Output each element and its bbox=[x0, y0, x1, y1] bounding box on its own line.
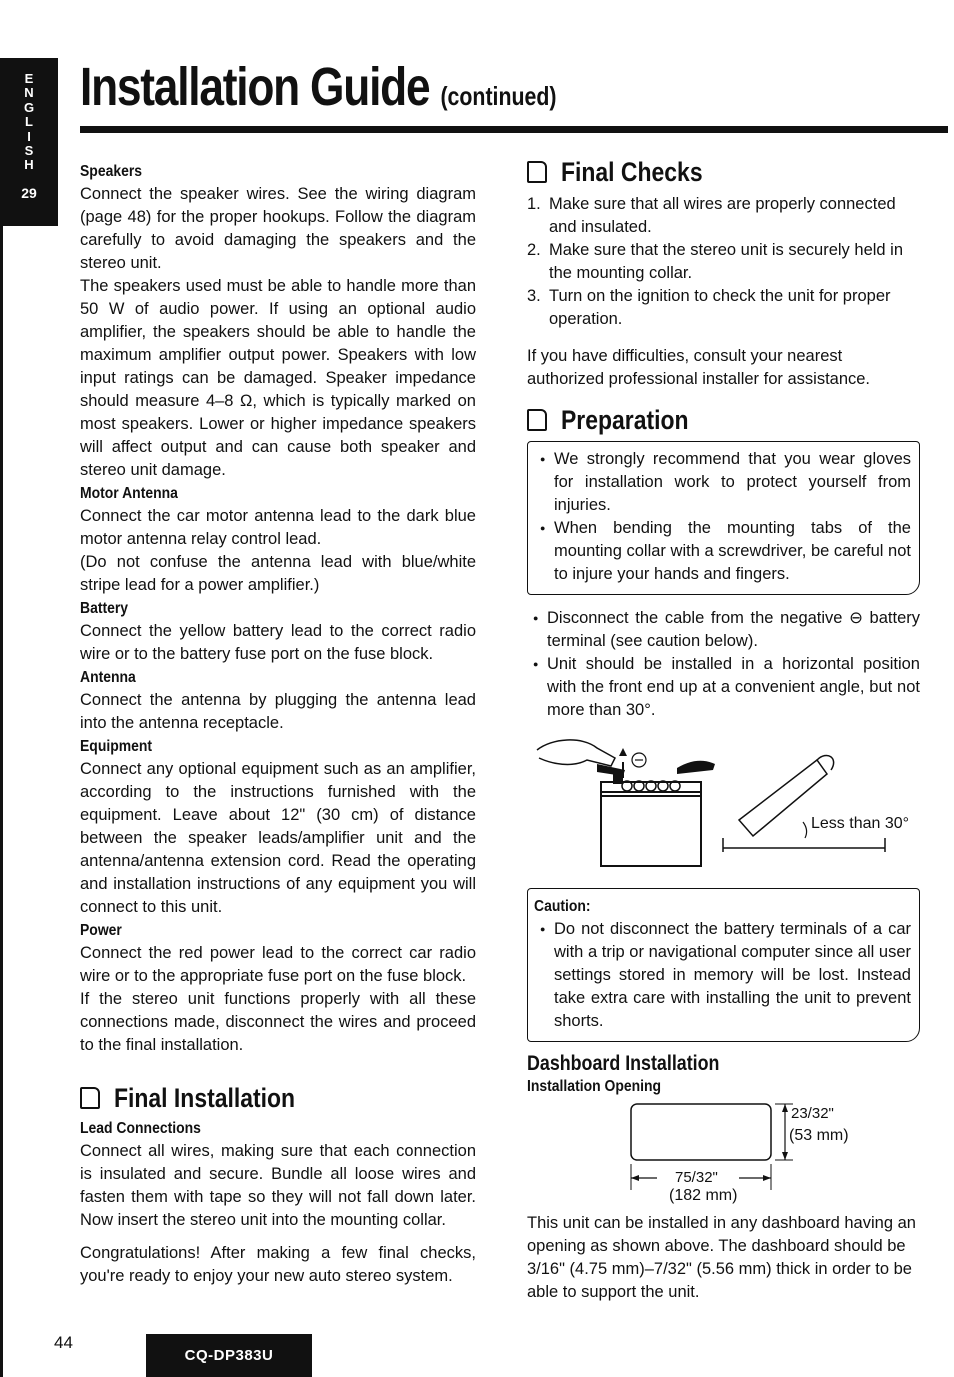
lead-connections-paragraph: Connect all wires, making sure that each connection is insulated and secure. Bundle all loose wires and fasten them with tape so they will not fall down later. Now insert the stereo unit into the mounting collar. bbox=[80, 1142, 476, 1229]
caution-box bbox=[527, 888, 920, 1042]
lead-connections-heading: Lead Connections bbox=[80, 1120, 201, 1137]
difficulties-paragraph: If you have difficulties, consult your nearest authorized professional installer for assistance. bbox=[527, 347, 871, 388]
installation-opening-heading: Installation Opening bbox=[527, 1078, 662, 1095]
battery-paragraph: Connect the yellow battery lead to the correct radio wire or to the battery fuse port on the fuse block. bbox=[80, 622, 476, 663]
checkbox-square-icon bbox=[527, 161, 547, 183]
tab-letter: E bbox=[24, 71, 34, 86]
tab-letter: I bbox=[27, 128, 31, 144]
final-checks-list bbox=[527, 193, 920, 331]
checkbox-square-icon bbox=[80, 1087, 100, 1109]
page-title-text: Installation Guide bbox=[80, 57, 430, 117]
list-item bbox=[527, 285, 920, 331]
preparation-list bbox=[527, 607, 920, 722]
header-rule bbox=[80, 126, 948, 133]
list-item-text: Make sure that the stereo unit is securely held in the mounting collar. bbox=[549, 241, 904, 282]
language-tab bbox=[0, 58, 58, 226]
page-number: 44 bbox=[54, 1333, 73, 1352]
tab-letter: S bbox=[24, 143, 34, 159]
antenna-heading: Antenna bbox=[80, 669, 136, 686]
preparation-warning-box bbox=[527, 441, 920, 595]
speakers-paragraph-1: Connect the speaker wires. See the wiring diagram (page 48) for the proper hookups. Follow the diagram carefully to avoid damaging the speakers and the stereo unit. bbox=[80, 185, 476, 272]
battery-angle-illustration bbox=[527, 730, 920, 880]
tab-letter: G bbox=[23, 99, 35, 115]
language-tab-page: 29 bbox=[21, 184, 37, 201]
opening-height-mm: (53 mm) bbox=[789, 1127, 849, 1144]
list-number: 1. bbox=[527, 195, 541, 213]
list-number: 3. bbox=[527, 287, 541, 305]
tab-letter: H bbox=[24, 157, 34, 173]
list-item: ● Unit should be installed in a horizontal position with the front end up at a convenient angle, but not more than 30°. bbox=[527, 653, 920, 722]
preparation-heading-text: Preparation bbox=[561, 405, 689, 435]
power-paragraph-2: If the stereo unit functions properly with all these connections made, disconnect the wires and proceed to the final installation. bbox=[80, 990, 476, 1054]
battery-heading: Battery bbox=[80, 600, 129, 617]
dashboard-paragraph: This unit can be installed in any dashboard having an opening as shown above. The dashboard should be 3/16" (4.75 mm)–7/32" (5.56 mm) thick in order to be able to support the unit. bbox=[527, 1214, 916, 1301]
antenna-paragraph: Connect the antenna by plugging the antenna lead into the antenna receptacle. bbox=[80, 691, 476, 732]
installation-opening-diagram bbox=[527, 1098, 920, 1202]
opening-height-fraction: 23/32" bbox=[791, 1105, 834, 1122]
motor-antenna-paragraph-1: Connect the car motor antenna lead to the dark blue motor antenna relay control lead. bbox=[80, 507, 476, 548]
list-item: ● Disconnect the cable from the negative ⊖ battery terminal (see caution below). bbox=[527, 607, 920, 653]
final-checks-heading-text: Final Checks bbox=[561, 157, 703, 187]
left-page-rule bbox=[0, 58, 3, 1377]
angle-label: Less than 30° bbox=[811, 815, 910, 832]
list-item bbox=[527, 193, 920, 239]
page-title-continued: (continued) bbox=[440, 81, 557, 111]
power-heading: Power bbox=[80, 922, 122, 939]
list-item: ● We strongly recommend that you wear gloves for installation work to protect yourself from injuries. bbox=[534, 448, 911, 517]
preparation-heading bbox=[527, 403, 920, 437]
tab-letter: N bbox=[24, 85, 34, 101]
language-tab-letters bbox=[0, 72, 58, 173]
speakers-paragraph-2: The speakers used must be able to handle more than 50 W of audio power. If using an optional audio amplifier, the speakers should be able to handle the maximum amplifier output power. Speakers with low input ratings can be damaged. Speaker impedance should measure 4–8 Ω, which is typically marked on most speakers. Lower or higher impedance speakers will affect output and can cause both speaker and stereo unit damage. bbox=[80, 277, 476, 479]
list-item bbox=[527, 239, 920, 285]
left-column bbox=[80, 160, 476, 1288]
motor-antenna-heading: Motor Antenna bbox=[80, 485, 178, 502]
page-title bbox=[80, 56, 556, 118]
model-badge: CQ-DP383U bbox=[146, 1334, 312, 1377]
final-installation-heading bbox=[80, 1081, 476, 1115]
checkbox-square-icon bbox=[527, 409, 547, 431]
equipment-heading: Equipment bbox=[80, 738, 153, 755]
opening-width-fraction: 75/32" bbox=[675, 1169, 718, 1186]
preparation-warning-list bbox=[534, 448, 911, 586]
dashboard-installation-heading: Dashboard Installation bbox=[527, 1052, 720, 1075]
list-item: ● Do not disconnect the battery terminals of a car with a trip or navigational computer since all user settings stored in memory will be lost. Instead take extra care with installing the unit to prevent shorts. bbox=[534, 918, 911, 1033]
motor-antenna-paragraph-2: (Do not confuse the antenna lead with blue/white stripe lead for a power amplifier.) bbox=[80, 553, 476, 594]
opening-width-mm: (182 mm) bbox=[669, 1187, 738, 1204]
right-column bbox=[527, 155, 920, 1304]
congratulations-paragraph: Congratulations! After making a few final checks, you're ready to enjoy your new auto stereo system. bbox=[80, 1244, 476, 1285]
list-item: ● When bending the mounting tabs of the mounting collar with a screwdriver, be careful not to injure your hands and fingers. bbox=[534, 517, 911, 586]
final-checks-heading bbox=[527, 155, 920, 189]
speakers-heading: Speakers bbox=[80, 163, 143, 180]
battery-disconnect-diagram bbox=[527, 730, 920, 880]
power-paragraph-1: Connect the red power lead to the correct car radio wire or to the appropriate fuse port on the fuse block. bbox=[80, 944, 476, 985]
caution-list bbox=[534, 918, 911, 1033]
list-item-text: Make sure that all wires are properly connected and insulated. bbox=[549, 195, 896, 236]
caution-heading: Caution: bbox=[534, 898, 591, 915]
list-number: 2. bbox=[527, 241, 541, 259]
equipment-paragraph: Connect any optional equipment such as an amplifier, according to the instructions furnished with the equipment. Leave about 12" (30 cm) of distance between the speaker leads/amplifier unit and the antenna/antenna extension cord. Read the operating and installation instructions of any equipment you will connect to this unit. bbox=[80, 760, 476, 916]
list-item-text: Turn on the ignition to check the unit for proper operation. bbox=[549, 287, 891, 328]
tab-letter: L bbox=[25, 114, 33, 130]
final-installation-heading-text: Final Installation bbox=[114, 1083, 296, 1113]
